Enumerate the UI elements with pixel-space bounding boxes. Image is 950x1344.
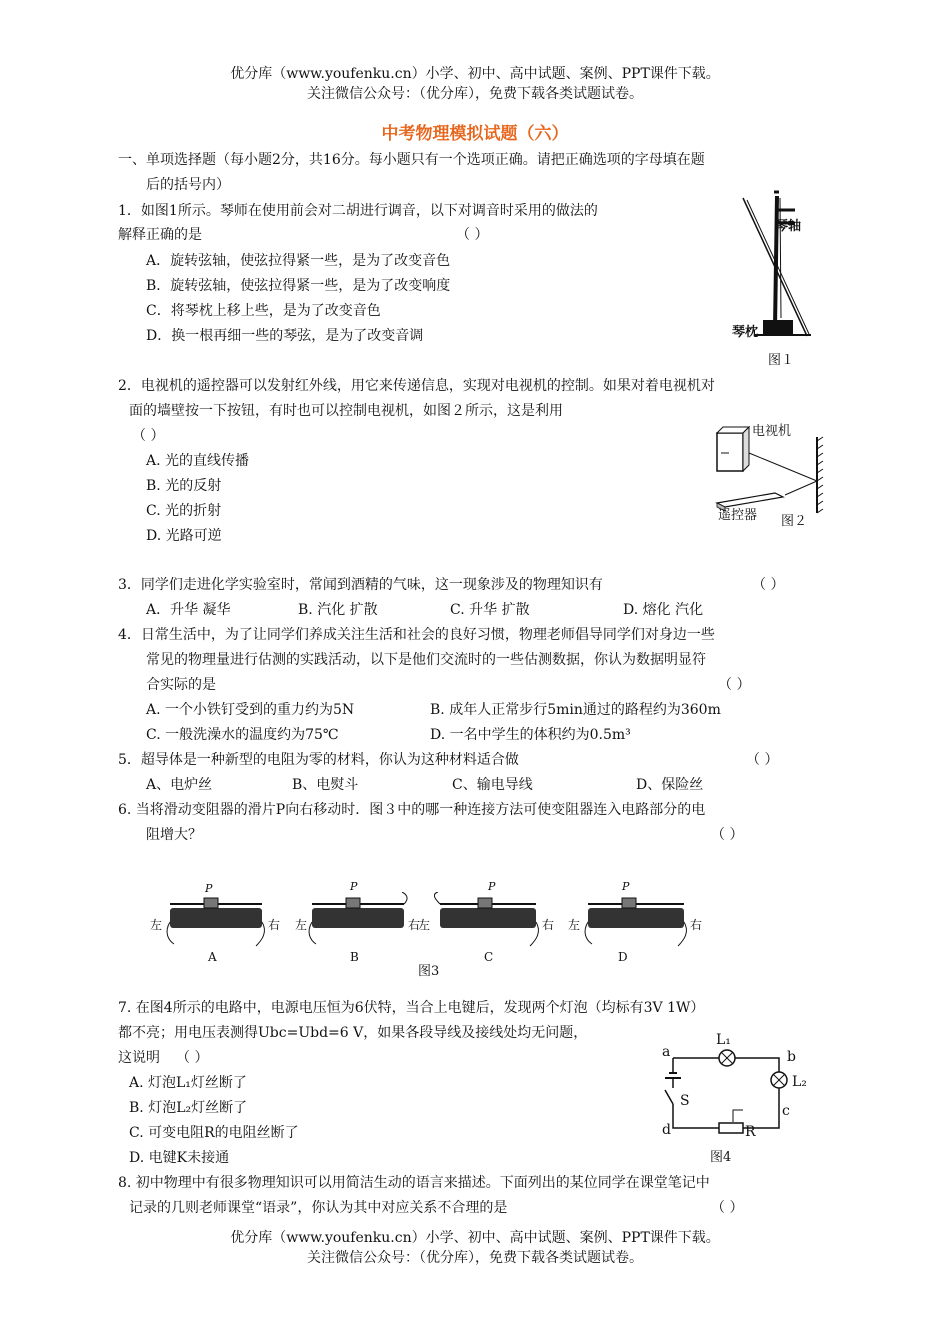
q2-stem-cont: 面的墙壁按一下按钮，有时也可以控制电视机，如图２所示，这是利用: [129, 403, 563, 419]
q3-option-d: D. 熔化 汽化: [623, 602, 704, 618]
figure-2-label-remote: 遥控器: [718, 508, 758, 523]
q6-answer-blank: （ ）: [711, 827, 744, 843]
rheostat-c-drawing: [434, 892, 542, 948]
rheostat-b-right-label: 右: [408, 918, 421, 932]
page-title: 中考物理模拟试题（六）: [381, 124, 569, 144]
q5-option-c: C、输电导线: [452, 777, 533, 793]
figure-4-node-b: b: [787, 1049, 796, 1065]
figure-3-rheostats: [150, 878, 710, 968]
q3-option-c: C. 升华 扩散: [450, 602, 530, 618]
q4-option-b: B. 成年人正常步行5min通过的路程约为360m: [430, 702, 721, 718]
q1-answer-blank: （ ）: [456, 227, 489, 243]
rheostat-d-label: D: [618, 950, 628, 964]
header-line-1: 优分库（www.youfenku.cn）小学、初中、高中试题、案例、PPT课件下载。: [230, 66, 720, 82]
q1-option-d: D．换一根再细一些的琴弦，是为了改变音调: [146, 328, 424, 344]
q4-stem: 4．日常生活中，为了让同学们养成关注生活和社会的良好习惯，物理老师倡导同学们对身边一些: [118, 627, 715, 643]
figure-4-node-d: d: [662, 1122, 671, 1138]
figure-1-label-bridge: 琴枕: [732, 325, 759, 340]
figure-4-node-c: c: [782, 1103, 790, 1119]
rheostat-a-slider-label: P: [205, 882, 213, 895]
q5-option-b: B、电熨斗: [292, 777, 359, 793]
figure-1-caption: 图１: [768, 353, 795, 368]
figure-4-label-s: S: [680, 1093, 690, 1109]
rheostat-a-drawing: [164, 892, 268, 948]
q7-stem-cont: 都不亮；用电压表测得Ubc=Ubd=6 V，如果各段导线及接线处均无问题，: [118, 1025, 588, 1041]
figure-2-label-tv: 电视机: [752, 424, 792, 439]
rheostat-b-slider-label: P: [350, 880, 358, 893]
q8-stem: 8. 初中物理中有很多物理知识可以用简洁生动的语言来描述。下面列出的某位同学在课堂笔记中: [118, 1175, 710, 1191]
q7-option-b: B. 灯泡L₂灯丝断了: [129, 1100, 248, 1116]
footer-line-1: 优分库（www.youfenku.cn）小学、初中、高中试题、案例、PPT课件下载。: [230, 1230, 720, 1246]
figure-4-label-r: R: [745, 1124, 756, 1140]
rheostat-b-label: B: [350, 950, 359, 964]
rheostat-c-label: C: [484, 950, 494, 964]
q6-stem: 6. 当将滑动变阻器的滑片P向右移动时．图３中的哪一种连接方法可使变阻器连入电路部分的电: [118, 802, 706, 818]
rheostat-b-left-label: 左: [295, 918, 308, 932]
q5-option-a: A、电炉丝: [146, 777, 213, 793]
q6-stem-cont: 阻增大？: [146, 827, 202, 843]
header-line-2: 关注微信公众号：（优分库），免费下载各类试题试卷。: [307, 86, 643, 102]
figure-2-caption: 图２: [781, 514, 808, 529]
q7-option-a: A. 灯泡L₁灯丝断了: [129, 1075, 247, 1091]
q2-option-b: B. 光的反射: [146, 478, 222, 494]
q2-stem: 2．电视机的遥控器可以发射红外线，用它来传递信息，实现对电视机的控制。如果对着电视机对: [118, 378, 715, 394]
figure-1-erhu: [725, 188, 835, 348]
q7-option-d: D. 电键K未接通: [129, 1150, 230, 1166]
q3-option-b: B. 汽化 扩散: [298, 602, 378, 618]
q1-option-c: C．将琴枕上移上些，是为了改变音色: [146, 303, 381, 319]
rheostat-c-slider-label: P: [488, 880, 496, 893]
q5-answer-blank: （ ）: [746, 752, 779, 768]
figure-4-caption: 图4: [710, 1150, 732, 1165]
q4-option-d: D. 一名中学生的体积约为0.5m³: [430, 727, 631, 743]
rheostat-c-right-label: 右: [542, 918, 555, 932]
q7-answer-blank: （ ）: [176, 1050, 209, 1066]
q1-option-a: A．旋转弦轴，使弦拉得紧一些，是为了改变音色: [146, 253, 451, 269]
q8-answer-blank: （ ）: [711, 1200, 744, 1216]
figure-4-label-l2: L₂: [792, 1074, 807, 1090]
rheostat-d-left-label: 左: [568, 918, 581, 932]
rheostat-c-left-label: 左: [418, 918, 431, 932]
figure-1-label-peg: 琴轴: [775, 219, 802, 234]
rheostat-d-right-label: 右: [690, 918, 703, 932]
q4-option-a: A. 一个小铁钉受到的重力约为5N: [146, 702, 355, 718]
q4-answer-blank: （ ）: [718, 677, 751, 693]
q2-option-c: C. 光的折射: [146, 503, 222, 519]
figure-4-node-a: a: [662, 1044, 671, 1060]
q1-stem-cont: 解释正确的是: [118, 227, 202, 243]
q7-stem: 7. 在图4所示的电路中，电源电压恒为6伏特，当合上电键后，发现两个灯泡（均标有3V 1W）: [118, 1000, 705, 1016]
q3-stem: 3．同学们走进化学实验室时，常闻到酒精的气味，这一现象涉及的物理知识有: [118, 577, 603, 593]
q4-stem-cont: 常见的物理量进行估测的实践活动，以下是他们交流时的一些估测数据，你认为数据明显符: [146, 652, 706, 668]
q1-stem: 1．如图1所示。琴师在使用前会对二胡进行调音，以下对调音时采用的做法的: [118, 203, 598, 219]
q1-option-b: B．旋转弦轴，使弦拉得紧一些，是为了改变响度: [146, 278, 451, 294]
section-heading-cont: 后的括号内）: [146, 177, 230, 193]
q5-stem: 5．超导体是一种新型的电阻为零的材料，你认为这种材料适合做: [118, 752, 519, 768]
figure-3-caption: 图3: [418, 964, 440, 979]
q7-stem-cont2: 这说明: [118, 1050, 160, 1066]
footer-line-2: 关注微信公众号：（优分库），免费下载各类试题试卷。: [307, 1250, 643, 1266]
rheostat-b-drawing: [306, 892, 410, 948]
rheostat-d-slider-label: P: [622, 880, 630, 893]
q3-answer-blank: （ ）: [752, 577, 785, 593]
q2-option-a: A. 光的直线传播: [146, 453, 250, 469]
q2-answer-blank: （ ）: [132, 428, 165, 444]
q7-option-c: C. 可变电阻R的电阻丝断了: [129, 1125, 299, 1141]
section-heading: 一、单项选择题（每小题2分，共16分。每小题只有一个选项正确。请把正确选项的字母填在题: [118, 152, 705, 168]
figure-4-label-l1: L₁: [716, 1032, 731, 1048]
q4-option-c: C. 一般洗澡水的温度约为75℃: [146, 727, 339, 743]
q4-stem-cont2: 合实际的是: [146, 677, 216, 693]
q8-stem-cont: 记录的几则老师课堂“语录”，你认为其中对应关系不合理的是: [129, 1200, 508, 1216]
q2-option-d: D. 光路可逆: [146, 528, 222, 544]
rheostat-a-left-label: 左: [150, 918, 163, 932]
rheostat-d-drawing: [582, 892, 690, 948]
q3-option-a: A．升华 凝华: [146, 602, 231, 618]
rheostat-a-label: A: [208, 950, 217, 964]
rheostat-a-right-label: 右: [268, 918, 281, 932]
q5-option-d: D、保险丝: [636, 777, 704, 793]
